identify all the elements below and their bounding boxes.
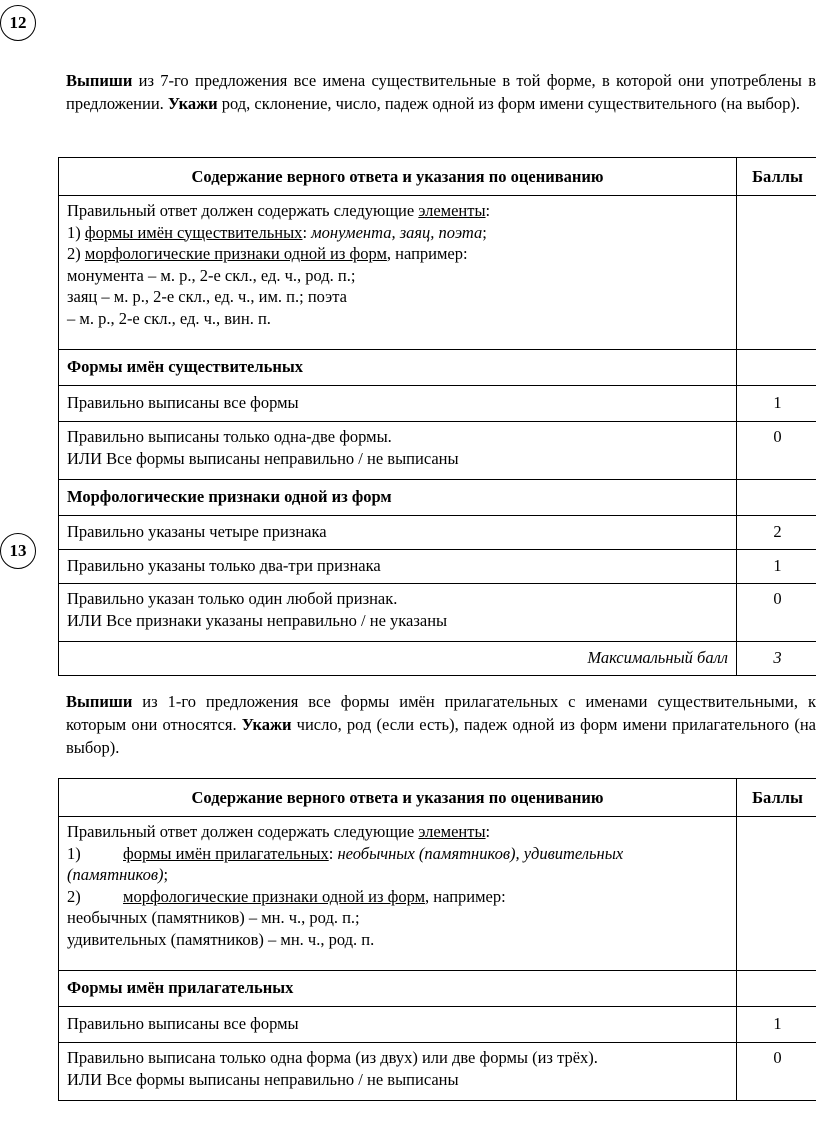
task-verb: Укажи (167, 94, 218, 113)
points-cell: 0 (737, 1043, 816, 1101)
points-cell (737, 350, 816, 386)
criterion-line: Правильно указан только один любой признак. (67, 589, 398, 608)
task-verb: Выпиши (66, 71, 133, 90)
answer-item-italic: монумента, заяц, поэта (311, 222, 483, 242)
answer-item-underlined: формы имён существительных (84, 222, 303, 242)
section-heading: Морфологические признаки одной из форм (59, 480, 737, 516)
criterion-line: Правильно выписаны только одна-две формы. (67, 427, 392, 446)
points-cell: 1 (737, 1007, 816, 1043)
criterion-cell: Правильно выписаны все формы (59, 1007, 737, 1043)
points-cell: 1 (737, 386, 816, 422)
answer-item-underlined: формы имён прилагательных (123, 843, 329, 863)
header-content: Содержание верного ответа и указания по оцениванию (59, 779, 737, 817)
max-score-label: Максимальный балл (59, 642, 737, 676)
question-number-badge: 13 (0, 533, 36, 569)
task-body: число, род (если есть), падеж одной из форм имени прилагательного (на выбор). (66, 715, 816, 757)
answer-item-sep: : (328, 843, 338, 863)
answer-line: удивительных (памятников) – мн. ч., род. п. (67, 929, 375, 949)
section-heading: Формы имён существительных (59, 350, 737, 386)
criterion-line: ИЛИ Все признаки указаны неправильно / не указаны (67, 610, 448, 630)
answer-line: – м. р., 2-е скл., ед. ч., вин. п. (67, 308, 271, 328)
answer-item-end: , например: (386, 244, 468, 263)
criterion-line: Правильно выписана только одна форма (из двух) или две формы (из трёх). (67, 1048, 598, 1067)
answer-item-end: ; (482, 222, 487, 242)
task-text (66, 69, 816, 115)
answer-intro-underlined: элементы (418, 822, 486, 841)
answer-cell (59, 817, 737, 971)
criterion-cell (59, 422, 737, 480)
answer-item-number: 1) (67, 222, 85, 242)
points-cell (737, 480, 816, 516)
section-heading: Формы имён прилагательных (59, 971, 737, 1007)
answer-item-underlined: морфологические признаки одной из форм (123, 886, 426, 906)
answer-item-end: ; (163, 865, 169, 884)
grading-table (58, 778, 816, 1101)
points-cell: 1 (737, 550, 816, 584)
answer-intro-underlined: элементы (418, 201, 486, 220)
criterion-cell (59, 584, 737, 642)
answer-line: монумента – м. р., 2-е скл., ед. ч., род. п.; (67, 265, 356, 285)
answer-item-number: 1) (67, 843, 81, 863)
criterion-line: ИЛИ Все формы выписаны неправильно / не выписаны (67, 448, 459, 468)
answer-intro: Правильный ответ должен содержать следующие (67, 822, 419, 841)
answer-item-sep: : (302, 222, 312, 242)
points-cell (737, 817, 816, 971)
points-cell (737, 196, 816, 350)
answer-item-italic: необычных (памятников), удивительных (памятников) (67, 843, 624, 884)
points-cell (737, 971, 816, 1007)
points-cell: 0 (737, 584, 816, 642)
answer-item-number: 2) (67, 244, 85, 263)
answer-item-number: 2) (67, 886, 81, 906)
task-verb: Выпиши (66, 692, 133, 711)
answer-intro-end: : (485, 822, 491, 841)
grading-table (58, 157, 816, 676)
answer-item-end: , например: (425, 886, 506, 906)
answer-line: необычных (памятников) – мн. ч., род. п.; (67, 908, 360, 927)
header-content: Содержание верного ответа и указания по оцениванию (59, 158, 737, 196)
criterion-cell: Правильно указаны только два-три признака (59, 550, 737, 584)
criterion-cell: Правильно указаны четыре признака (59, 516, 737, 550)
max-score-value: 3 (737, 642, 816, 676)
answer-line: заяц – м. р., 2-е скл., ед. ч., им. п.; поэта (67, 287, 347, 306)
criterion-line: ИЛИ Все формы выписаны неправильно / не выписаны (67, 1069, 459, 1089)
task-verb: Укажи (241, 715, 292, 734)
answer-intro: Правильный ответ должен содержать следующие (67, 201, 419, 220)
task-body: из 1-го предложения все формы имён прилагательных с именами существительными, к которым они относятся. (66, 692, 816, 734)
criterion-cell (59, 1043, 737, 1101)
answer-cell (59, 196, 737, 350)
answer-item-underlined: морфологические признаки одной из форм (84, 244, 387, 263)
header-points: Баллы (737, 158, 816, 196)
question-number-badge: 12 (0, 5, 36, 41)
task-body: из 7-го предложения все имена существительные в той форме, в которой они употреблены в предложении. (66, 71, 816, 113)
task-text (66, 690, 816, 759)
points-cell: 0 (737, 422, 816, 480)
criterion-cell: Правильно выписаны все формы (59, 386, 737, 422)
answer-intro-end: : (485, 201, 491, 220)
task-body: род, склонение, число, падеж одной из форм имени существительного (на выбор). (217, 94, 801, 113)
header-points: Баллы (737, 779, 816, 817)
points-cell: 2 (737, 516, 816, 550)
